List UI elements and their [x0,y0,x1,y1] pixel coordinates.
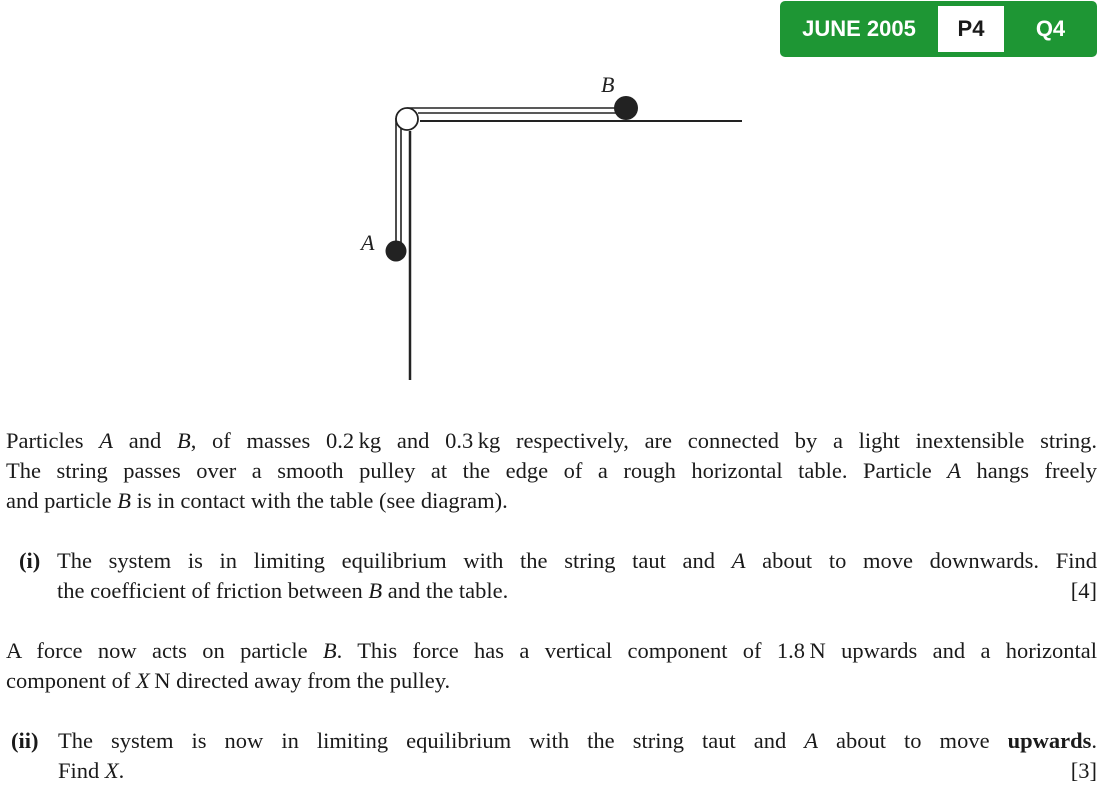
part-ii-line-2: Find X. [58,758,125,783]
force-line-2: component of X N directed away from the pulley. [6,668,451,693]
part-ii [11,726,1097,786]
intro-line-3: and particle B is in contact with the table (see diagram). [6,488,508,513]
intro-line-2: The string passes over a smooth pulley at the edge of a rough horizontal table. Particle A hangs freely [6,458,1097,483]
part-i-marks: [4] [1070,578,1097,603]
part-i-line-2: the coefficient of friction between B and the table. [57,578,509,603]
pulley [396,108,418,130]
intro-line-1: Particles A and B, of masses 0.2 kg and 0.3 kg respectively, are connected by a light inextensible string. [6,428,1097,453]
label-a: A [361,230,375,255]
label-b: B [601,72,615,97]
paper-code: P4 [938,6,1004,52]
part-ii-line-1: The system is now in limiting equilibrium with the string taut and A about to move upwards. [58,728,1097,753]
part-ii-marks: [3] [1070,758,1097,783]
exam-date: JUNE 2005 [802,16,916,41]
part-i [19,546,1097,606]
part-i-line-1: The system is in limiting equilibrium with the string taut and A about to move downwards. Find [57,548,1097,573]
question-number: Q4 [1035,16,1066,41]
part-ii-number: (ii) [11,728,39,753]
part-i-number: (i) [19,548,41,573]
particle-b [614,96,638,120]
particle-a [386,241,407,262]
force-line-1: A force now acts on particle B. This force has a vertical component of 1.8 N upwards and a horizontal [6,638,1097,663]
